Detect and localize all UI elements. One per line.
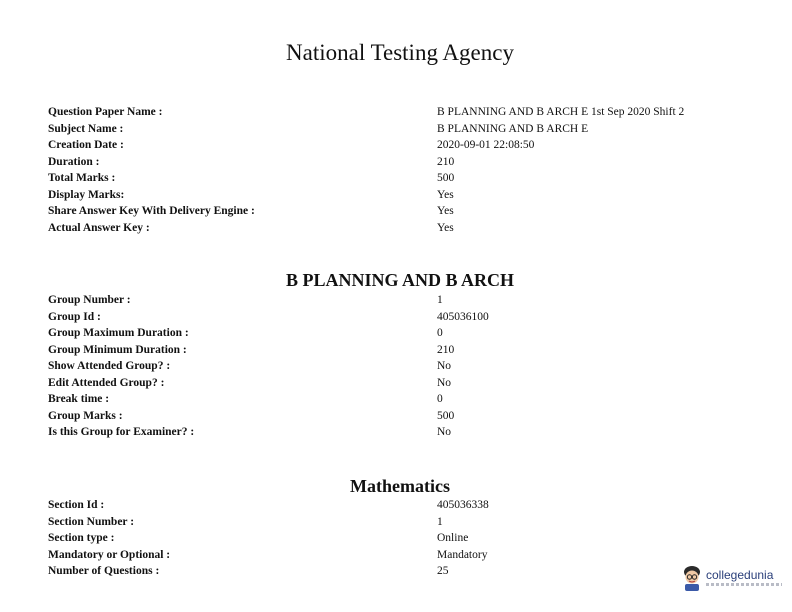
section-heading: Mathematics: [350, 476, 450, 496]
info-row: [48, 309, 768, 326]
info-value: B PLANNING AND B ARCH E: [437, 122, 589, 135]
info-row: [48, 121, 768, 138]
info-label: Group Number :: [48, 294, 131, 306]
info-row: [48, 220, 768, 237]
info-row: [48, 104, 768, 121]
info-value: 500: [437, 409, 455, 422]
info-value: 0: [437, 327, 443, 339]
info-row: [48, 391, 768, 408]
info-label: Mandatory or Optional :: [48, 548, 171, 561]
info-value: 210: [437, 343, 455, 356]
info-row: [48, 514, 768, 531]
group-heading: B PLANNING AND B ARCH: [285, 270, 515, 290]
page-title: National Testing Agency: [286, 40, 514, 65]
collegedunia-logo-text: collegedunia: [706, 568, 774, 582]
info-row: [48, 424, 768, 441]
info-value: 405036338: [437, 499, 489, 511]
info-row: [48, 137, 768, 154]
info-value: 25: [437, 565, 449, 577]
info-value: No: [437, 376, 452, 389]
info-label: Share Answer Key With Delivery Engine :: [48, 205, 255, 217]
paper-meta-table: [48, 104, 768, 236]
info-label: Section type :: [48, 532, 115, 544]
logo-tagline: [706, 583, 782, 586]
collegedunia-watermark: [680, 565, 784, 593]
info-row: [48, 547, 768, 564]
info-label: Is this Group for Examiner? :: [48, 426, 195, 438]
info-row: [48, 358, 768, 375]
group-info-table: [48, 292, 768, 441]
info-value: 1: [437, 294, 443, 306]
info-label: Total Marks :: [48, 172, 116, 184]
info-value: 1: [437, 515, 443, 528]
info-row: [48, 187, 768, 204]
info-value: Yes: [437, 188, 454, 201]
info-label: Group Marks :: [48, 409, 123, 422]
info-label: Section Id :: [48, 499, 105, 511]
info-label: Duration :: [48, 155, 100, 168]
info-label: Display Marks:: [48, 188, 125, 201]
section-info-table: [48, 497, 768, 580]
info-row: [48, 375, 768, 392]
info-value: Mandatory: [437, 548, 488, 561]
info-row: [48, 292, 768, 309]
info-value: Yes: [437, 221, 454, 234]
info-value: 2020-09-01 22:08:50: [437, 139, 535, 151]
info-value: 500: [437, 172, 455, 184]
info-label: Edit Attended Group? :: [48, 376, 165, 389]
info-row: [48, 497, 768, 514]
info-row: [48, 170, 768, 187]
info-label: Show Attended Group? :: [48, 360, 171, 372]
info-row: [48, 325, 768, 342]
info-label: Group Id :: [48, 310, 101, 323]
info-row: [48, 530, 768, 547]
info-value: B PLANNING AND B ARCH E 1st Sep 2020 Shift 2: [437, 106, 685, 118]
info-value: No: [437, 426, 452, 438]
info-label: Question Paper Name :: [48, 106, 163, 118]
info-value: No: [437, 360, 452, 372]
info-value: 210: [437, 155, 455, 168]
info-row: [48, 563, 768, 580]
info-value: Online: [437, 532, 469, 544]
info-label: Subject Name :: [48, 122, 124, 135]
info-label: Number of Questions :: [48, 565, 160, 577]
info-value: 405036100: [437, 310, 489, 323]
info-row: [48, 408, 768, 425]
info-label: Group Maximum Duration :: [48, 327, 189, 339]
info-label: Actual Answer Key :: [48, 221, 150, 234]
info-value: Yes: [437, 205, 454, 217]
info-row: [48, 203, 768, 220]
info-row: [48, 342, 768, 359]
info-label: Section Number :: [48, 515, 135, 528]
info-value: 0: [437, 393, 443, 405]
info-label: Group Minimum Duration :: [48, 343, 187, 356]
info-row: [48, 154, 768, 171]
student-mascot-icon: [680, 565, 704, 591]
info-label: Break time :: [48, 393, 110, 405]
info-label: Creation Date :: [48, 139, 124, 151]
